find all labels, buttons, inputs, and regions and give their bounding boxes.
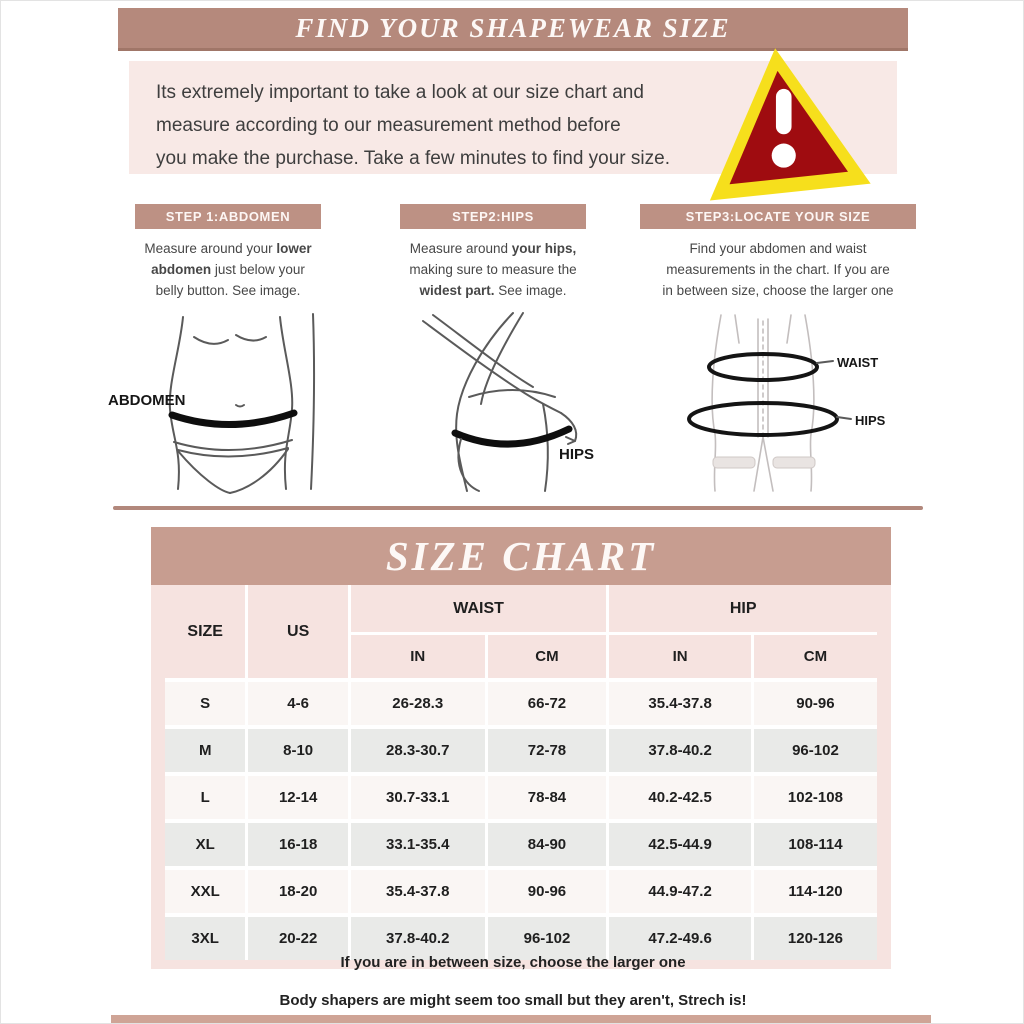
size-chart-title: SIZE CHART [151, 527, 891, 585]
col-header-waist-cm: CM [486, 634, 608, 681]
size-table-row [165, 727, 877, 774]
step-1-body [98, 238, 358, 301]
steps-section [98, 204, 928, 494]
cell-waist_in: 26-28.3 [349, 680, 486, 727]
step-instruction-line: abdomen just below your [151, 262, 305, 277]
bottom-accent-bar [111, 1015, 931, 1024]
cell-hip_cm: 120-126 [752, 915, 877, 960]
cell-us: 8-10 [247, 727, 350, 774]
step-instruction-line: in between size, choose the larger one [662, 283, 894, 298]
cell-hip_cm: 90-96 [752, 680, 877, 727]
cell-waist_cm: 84-90 [486, 821, 608, 868]
cell-us: 12-14 [247, 774, 350, 821]
step-2-header: STEP2:HIPS [400, 204, 586, 229]
hips-label: HIPS [855, 413, 886, 428]
col-header-hip: HIP [729, 599, 757, 617]
step-1-abdomen [98, 204, 358, 494]
step-3-header: STEP3:LOCATE YOUR SIZE [640, 204, 916, 229]
cell-hip_cm: 102-108 [752, 774, 877, 821]
footer-note-stretch: Body shapers are might seem too small but they aren't, Strech is! [279, 992, 747, 1009]
step-instruction-line: measurements in the chart. If you are [666, 262, 890, 277]
cell-waist_cm: 66-72 [486, 680, 608, 727]
step-instruction-line: Find your abdomen and waist [689, 241, 867, 256]
cell-hip_in: 40.2-42.5 [608, 774, 753, 821]
step-instruction-line: making sure to measure the [409, 262, 577, 277]
col-header-waist: WAIST [349, 585, 607, 634]
waist-hips-figure-illustration [628, 309, 928, 494]
cell-hip_in: 37.8-40.2 [608, 727, 753, 774]
waist-label: WAIST [837, 355, 879, 370]
cell-size: L [165, 774, 247, 821]
cell-waist_cm: 72-78 [486, 727, 608, 774]
col-header-waist-in: IN [349, 634, 486, 681]
cell-us: 20-22 [247, 915, 350, 960]
step-2-hips [368, 204, 618, 494]
step-2-body [368, 238, 618, 301]
cell-us: 16-18 [247, 821, 350, 868]
cell-size: 3XL [165, 915, 247, 960]
intro-line: Its extremely important to take a look at our size chart and [156, 82, 644, 103]
step-instruction-line: belly button. See image. [155, 283, 301, 298]
cell-waist_in: 33.1-35.4 [349, 821, 486, 868]
cell-waist_cm: 90-96 [486, 868, 608, 915]
step-3-locate-size [628, 204, 928, 494]
intro-line: you make the purchase. Take a few minutes to find your size. [156, 148, 670, 169]
step-instruction-line: Measure around your hips, [409, 241, 577, 256]
warning-triangle-icon [689, 36, 876, 209]
cell-size: XXL [165, 868, 247, 915]
footer-note-between-sizes: If you are in between size, choose the larger one [340, 954, 686, 971]
size-table-row [165, 680, 877, 727]
intro-line: measure according to our measurement method before [156, 115, 621, 136]
hips-label: HIPS [559, 446, 595, 463]
page-title: FIND YOUR SHAPEWEAR SIZE [118, 8, 908, 51]
section-divider [113, 506, 923, 510]
cell-waist_cm: 78-84 [486, 774, 608, 821]
cell-size: XL [165, 821, 247, 868]
cell-waist_cm: 96-102 [486, 915, 608, 960]
size-chart-panel [151, 527, 891, 969]
cell-hip_in: 44.9-47.2 [608, 868, 753, 915]
cell-hip_cm: 96-102 [752, 727, 877, 774]
cell-waist_in: 37.8-40.2 [349, 915, 486, 960]
size-table-row [165, 868, 877, 915]
size-table-row [165, 821, 877, 868]
col-header-us: US [247, 585, 350, 680]
step-1-header: STEP 1:ABDOMEN [135, 204, 321, 229]
cell-waist_in: 35.4-37.8 [349, 868, 486, 915]
step-instruction-line: widest part. See image. [419, 283, 567, 298]
col-header-size: SIZE [165, 585, 247, 680]
col-header-hip-cm: CM [752, 634, 877, 681]
cell-size: M [165, 727, 247, 774]
cell-size: S [165, 680, 247, 727]
col-header-hip-in: IN [608, 634, 753, 681]
hips-figure-illustration [368, 309, 618, 494]
cell-waist_in: 30.7-33.1 [349, 774, 486, 821]
cell-hip_in: 42.5-44.9 [608, 821, 753, 868]
abdomen-figure-illustration [98, 309, 358, 494]
cell-hip_cm: 108-114 [752, 821, 877, 868]
size-chart-table [165, 585, 877, 960]
cell-hip_in: 35.4-37.8 [608, 680, 753, 727]
cell-hip_cm: 114-120 [752, 868, 877, 915]
step-3-body [628, 238, 928, 301]
step-instruction-line: Measure around your lower [144, 241, 312, 256]
cell-us: 18-20 [247, 868, 350, 915]
abdomen-label: ABDOMEN [108, 392, 186, 409]
cell-hip_in: 47.2-49.6 [608, 915, 753, 960]
size-table-row [165, 774, 877, 821]
cell-us: 4-6 [247, 680, 350, 727]
cell-waist_in: 28.3-30.7 [349, 727, 486, 774]
